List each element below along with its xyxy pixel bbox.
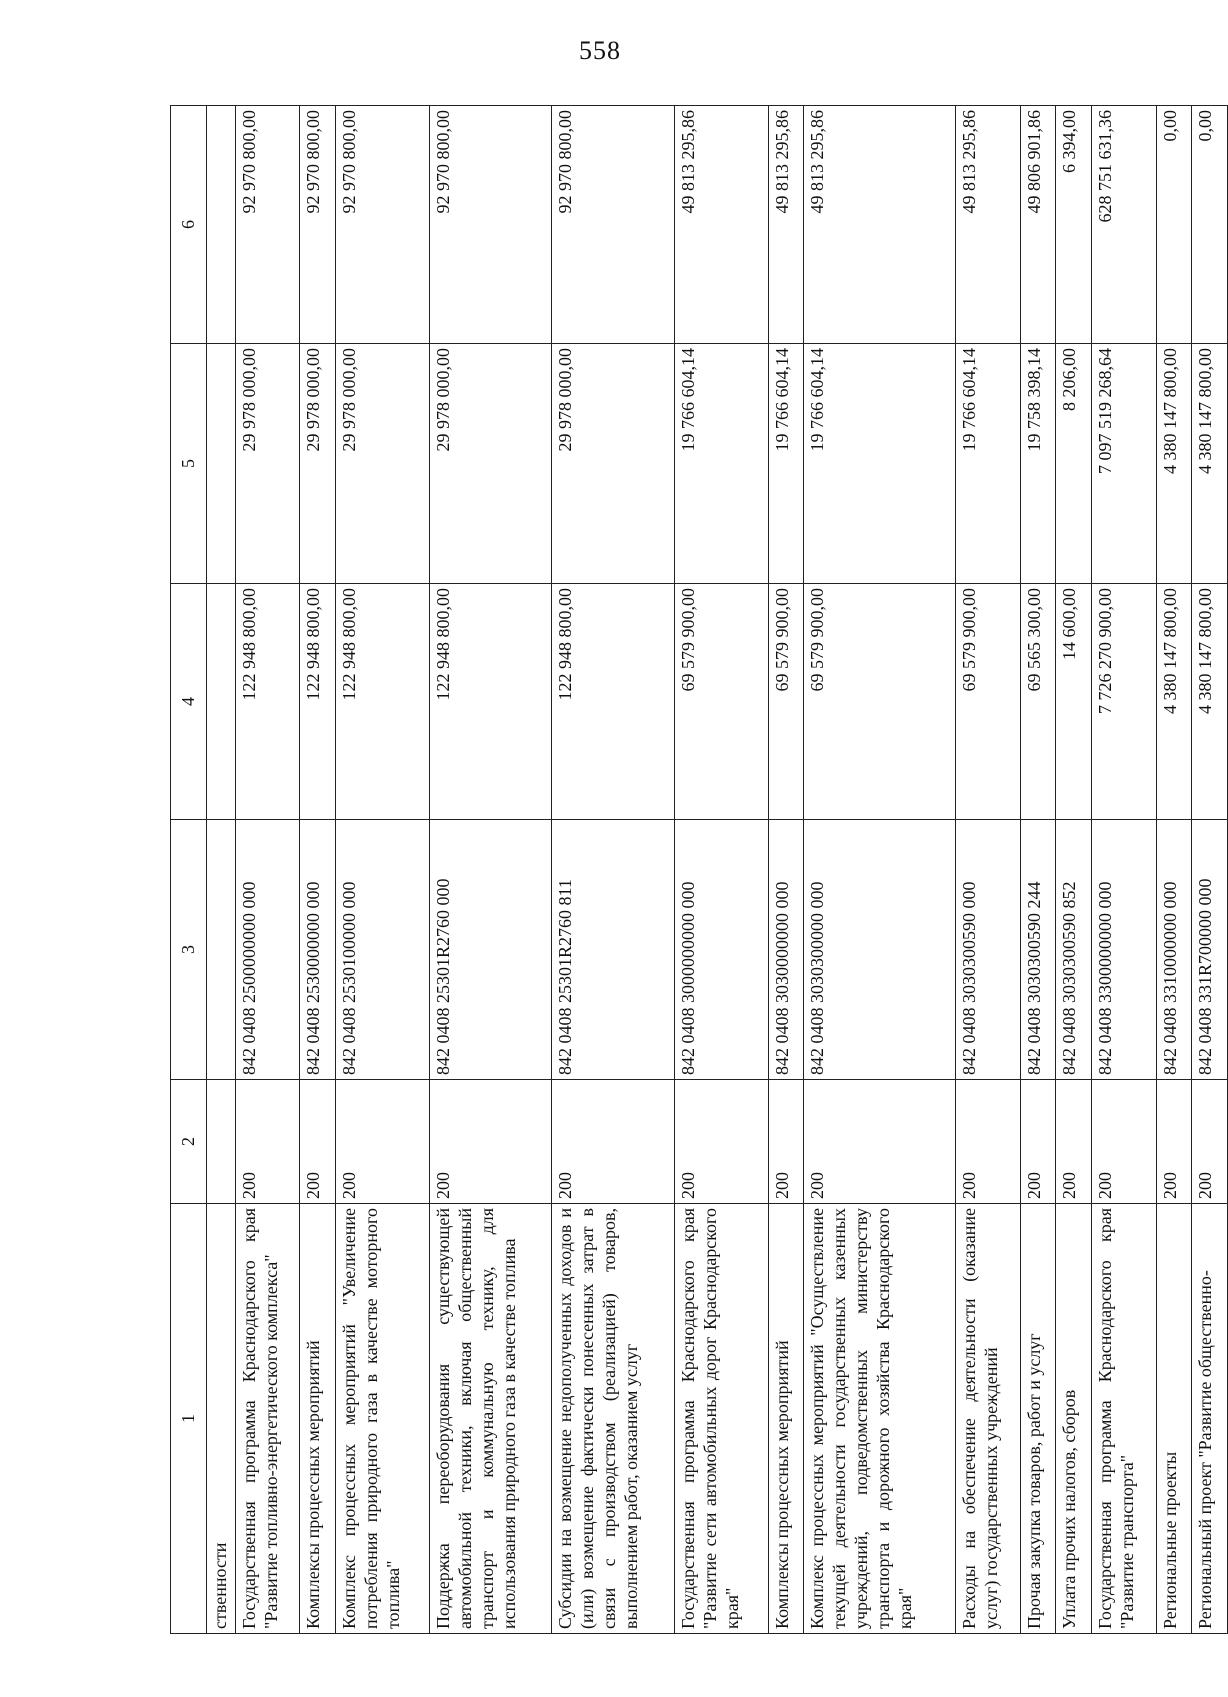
- header-cell: 3: [171, 820, 207, 1080]
- continuation-row: [206, 106, 235, 1634]
- row-name-cell: Комплекс процессных мероприятий "Осуществление текущей деятельности государственных казенных учреждений, подведомственных министерству транспорта и дорожного хозяйства Краснодарского края": [804, 1204, 956, 1634]
- row-value-col4-cell: 69 579 900,00: [956, 584, 1021, 820]
- row-name-cell: Поддержка переоборудования существующей автомобильной техники, включая общественный транспорт и коммунальную технику, для использования природного газа в качестве топлива: [429, 1204, 552, 1634]
- row-kbk-cell: 842 0408 3030300590 244: [1020, 820, 1056, 1080]
- row-value-col4-cell: 122 948 800,00: [429, 584, 552, 820]
- row-value-col4-cell: 69 565 300,00: [1020, 584, 1056, 820]
- row-name-cell: Прочая закупка товаров, работ и услуг: [1020, 1204, 1056, 1634]
- empty-cell: [206, 1080, 235, 1204]
- row-kbk-cell: 842 0408 3030300590 000: [956, 820, 1021, 1080]
- page-number: 558: [579, 36, 621, 65]
- row-name-cell: Региональные проекты: [1156, 1204, 1192, 1634]
- row-kbk-cell: 842 0408 3000000000 000: [675, 820, 769, 1080]
- row-value-col5-cell: 29 978 000,00: [300, 344, 336, 584]
- table-row: [552, 106, 675, 1634]
- row-value-col6-cell: 92 970 800,00: [235, 106, 300, 344]
- row-value-col4-cell: 4 380 147 800,00: [1192, 584, 1228, 820]
- table-row: [1156, 106, 1192, 1634]
- row-value-col4-cell: 14 600,00: [1056, 584, 1092, 820]
- table-body: [171, 106, 1228, 1634]
- row-value-col6-cell: 49 813 295,86: [768, 106, 804, 344]
- table-row: [300, 106, 336, 1634]
- row-name-cell: Субсидии на возмещение недополученных доходов и (или) возмещение фактически понесенных затрат в связи с производством (реализацией) товаров, выполнением работ, оказанием услуг: [552, 1204, 675, 1634]
- row-name-cell: Комплексы процессных мероприятий: [300, 1204, 336, 1634]
- row-value-col6-cell: 49 806 901,86: [1020, 106, 1056, 344]
- row-value-col4-cell: 122 948 800,00: [235, 584, 300, 820]
- empty-cell: [206, 820, 235, 1080]
- row-value-col6-cell: 628 751 631,36: [1092, 106, 1157, 344]
- row-value-col4-cell: 122 948 800,00: [300, 584, 336, 820]
- row-code-cell: 200: [1192, 1080, 1228, 1204]
- header-cell: 4: [171, 584, 207, 820]
- row-kbk-cell: 842 0408 3030000000 000: [768, 820, 804, 1080]
- empty-cell: [206, 584, 235, 820]
- row-value-col4-cell: 69 579 900,00: [804, 584, 956, 820]
- empty-cell: [206, 106, 235, 344]
- row-code-cell: 200: [552, 1080, 675, 1204]
- row-code-cell: 200: [1156, 1080, 1192, 1204]
- row-name-cell: Комплексы процессных мероприятий: [768, 1204, 804, 1634]
- table-row: [335, 106, 429, 1634]
- header-row: [171, 106, 207, 1634]
- row-value-col5-cell: 19 766 604,14: [956, 344, 1021, 584]
- row-kbk-cell: 842 0408 25301R2760 000: [429, 820, 552, 1080]
- row-value-col5-cell: 29 978 000,00: [235, 344, 300, 584]
- row-kbk-cell: 842 0408 2500000000 000: [235, 820, 300, 1080]
- row-code-cell: 200: [300, 1080, 336, 1204]
- row-value-col5-cell: 29 978 000,00: [552, 344, 675, 584]
- continuation-cell: ственности: [206, 1204, 235, 1634]
- row-name-cell: Комплекс процессных мероприятий "Увеличение потребления природного газа в качестве моторного топлива": [335, 1204, 429, 1634]
- row-value-col4-cell: 69 579 900,00: [675, 584, 769, 820]
- row-value-col6-cell: 49 813 295,86: [956, 106, 1021, 344]
- row-code-cell: 200: [804, 1080, 956, 1204]
- row-value-col6-cell: 92 970 800,00: [552, 106, 675, 344]
- row-name-cell: Региональный проект "Развитие общественно-: [1192, 1204, 1228, 1634]
- row-value-col6-cell: 92 970 800,00: [300, 106, 336, 344]
- row-value-col5-cell: 4 380 147 800,00: [1156, 344, 1192, 584]
- row-kbk-cell: 842 0408 3310000000 000: [1156, 820, 1192, 1080]
- row-value-col5-cell: 4 380 147 800,00: [1192, 344, 1228, 584]
- row-kbk-cell: 842 0408 2530000000 000: [300, 820, 336, 1080]
- row-value-col5-cell: 29 978 000,00: [335, 344, 429, 584]
- row-value-col5-cell: 7 097 519 268,64: [1092, 344, 1157, 584]
- table-row: [1020, 106, 1056, 1634]
- header-cell: 2: [171, 1080, 207, 1204]
- row-kbk-cell: 842 0408 25301R2760 811: [552, 820, 675, 1080]
- empty-cell: [206, 344, 235, 584]
- row-value-col4-cell: 7 726 270 900,00: [1092, 584, 1157, 820]
- header-cell: 6: [171, 106, 207, 344]
- row-name-cell: Государственная программа Краснодарского края "Развитие транспорта": [1092, 1204, 1157, 1634]
- row-code-cell: 200: [768, 1080, 804, 1204]
- rotated-table-container: [170, 106, 1228, 1634]
- row-name-cell: Государственная программа Краснодарского края "Развитие топливно-энергетического комплекса": [235, 1204, 300, 1634]
- row-value-col6-cell: 92 970 800,00: [335, 106, 429, 344]
- row-code-cell: 200: [1056, 1080, 1092, 1204]
- table-row: [1056, 106, 1092, 1634]
- row-kbk-cell: 842 0408 2530100000 000: [335, 820, 429, 1080]
- table-row: [235, 106, 300, 1634]
- row-value-col5-cell: 19 766 604,14: [768, 344, 804, 584]
- table-row: [768, 106, 804, 1634]
- table-row: [956, 106, 1021, 1634]
- row-value-col4-cell: 4 380 147 800,00: [1156, 584, 1192, 820]
- row-value-col6-cell: 0,00: [1156, 106, 1192, 344]
- table-row: [1092, 106, 1157, 1634]
- row-value-col6-cell: 92 970 800,00: [429, 106, 552, 344]
- row-value-col5-cell: 8 206,00: [1056, 344, 1092, 584]
- table-row: [1192, 106, 1228, 1634]
- table-row: [429, 106, 552, 1634]
- row-kbk-cell: 842 0408 3300000000 000: [1092, 820, 1157, 1080]
- row-value-col4-cell: 122 948 800,00: [335, 584, 429, 820]
- row-value-col4-cell: 122 948 800,00: [552, 584, 675, 820]
- row-value-col4-cell: 69 579 900,00: [768, 584, 804, 820]
- row-value-col6-cell: 49 813 295,86: [675, 106, 769, 344]
- row-kbk-cell: 842 0408 3030300000 000: [804, 820, 956, 1080]
- row-code-cell: 200: [1020, 1080, 1056, 1204]
- header-cell: 5: [171, 344, 207, 584]
- row-value-col6-cell: 0,00: [1192, 106, 1228, 344]
- row-value-col6-cell: 49 813 295,86: [804, 106, 956, 344]
- row-code-cell: 200: [335, 1080, 429, 1204]
- table-row: [675, 106, 769, 1634]
- row-code-cell: 200: [1092, 1080, 1157, 1204]
- row-value-col5-cell: 19 766 604,14: [804, 344, 956, 584]
- budget-table: [170, 105, 1228, 1634]
- row-name-cell: Государственная программа Краснодарского края "Развитие сети автомобильных дорог Краснодарского края": [675, 1204, 769, 1634]
- row-code-cell: 200: [675, 1080, 769, 1204]
- row-kbk-cell: 842 0408 3030300590 852: [1056, 820, 1092, 1080]
- table-row: [804, 106, 956, 1634]
- row-value-col5-cell: 19 758 398,14: [1020, 344, 1056, 584]
- row-name-cell: Уплата прочих налогов, сборов: [1056, 1204, 1092, 1634]
- row-code-cell: 200: [956, 1080, 1021, 1204]
- row-value-col6-cell: 6 394,00: [1056, 106, 1092, 344]
- row-value-col5-cell: 29 978 000,00: [429, 344, 552, 584]
- row-code-cell: 200: [429, 1080, 552, 1204]
- row-code-cell: 200: [235, 1080, 300, 1204]
- row-kbk-cell: 842 0408 331R700000 000: [1192, 820, 1228, 1080]
- header-cell: 1: [171, 1204, 207, 1634]
- row-value-col5-cell: 19 766 604,14: [675, 344, 769, 584]
- row-name-cell: Расходы на обеспечение деятельности (оказание услуг) государственных учреждений: [956, 1204, 1021, 1634]
